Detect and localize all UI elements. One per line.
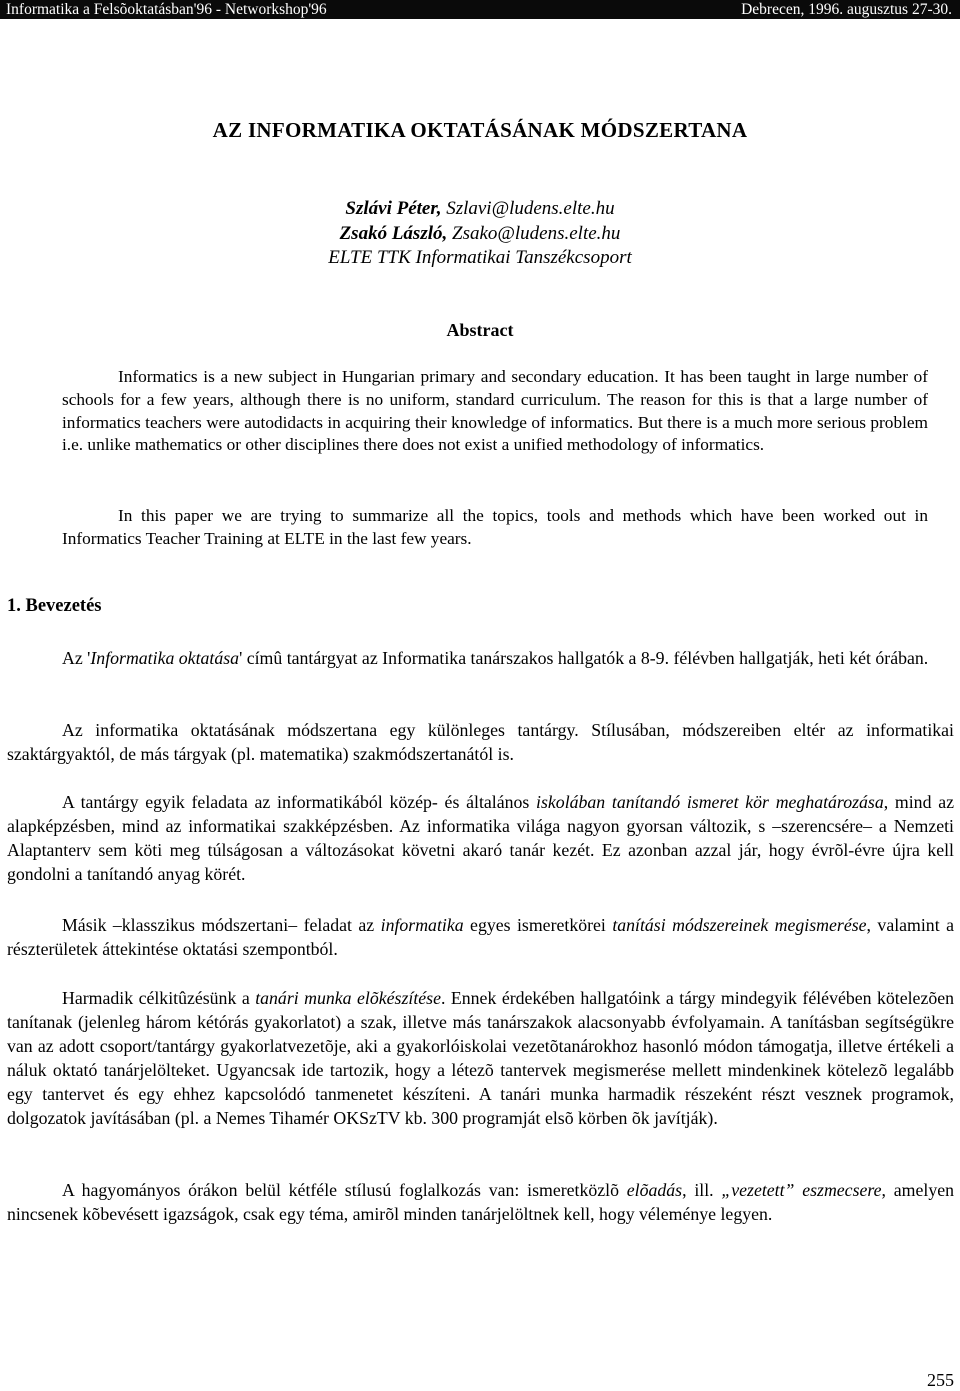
text-run: , mind az alapképzésben, mind az informatikai szakképzésben. Az informatika világa nagyon gyorsan változik, s –szerencsére– a Nemzeti Alaptanterv sem köti meg túlságosan a változásokat követni akaró tanár kezét. Ez azonban azzal jár, hogy évrõl-évre újra kell gondolni a tanítandó anyag körét. bbox=[7, 792, 954, 884]
text-run: . Ennek érdekében hallgatóink a tárgy mindegyik félévében kötelezõen tanítanak (jelenleg három kétórás gyakorlatot) a szak, illetve más tanárszakok alacsonyabb évfolyamain. A tanításban segítségükre van az adott csoport/tantárgy gyakorlatvezetõje, aki a gyakorlóiskolai vezetõtanárokhoz hasonló módon támogatja, illetve értékeli a náluk oktató tanárjelölteket. Ugyancsak ide tartozik, hogy a létezõ tantervek megismerése mellett mindenkinek kötelezõ legalább egy tantervet és egy ehhez kapcsolódó tanmenetet készíteni. A tanári munka harmadik részeként részt vesznek programok, dolgozatok javításában (pl. a Nemes Tihamér OKSzTV kb. 300 programját elsõ körben õk javítják). bbox=[7, 988, 955, 1128]
page-number: 255 bbox=[927, 1370, 954, 1390]
author-1-name: Szlávi Péter, bbox=[345, 198, 442, 219]
text-run: A hagyományos órákon belül kétféle stílusú foglalkozás van: ismeretközlõ bbox=[62, 1180, 627, 1200]
author-1 bbox=[0, 197, 960, 222]
running-header bbox=[0, 0, 960, 19]
italic-run: elõadás bbox=[626, 1180, 683, 1200]
text-run: A tantárgy egyik feladata az informatikából közép- és általános bbox=[62, 792, 537, 812]
text-run: , amelyen nincsenek kõbevésett igazságok, csak egy téma, amirõl minden tanárjelöltnek kell, hogy véleménye legyen. bbox=[7, 1180, 954, 1224]
author-2 bbox=[0, 222, 960, 247]
author-2-email: Zsako@ludens.elte.hu bbox=[447, 222, 621, 244]
text-run: Az informatika oktatásának módszertana egy különleges tantárgy. Stílusában, módszereiben eltér az informatikai szaktárgyaktól, de más tárgyak (pl. matematika) szakmódszertanától is. bbox=[7, 720, 954, 764]
body-paragraph-6 bbox=[7, 1178, 954, 1226]
abstract-paragraph-2 bbox=[62, 505, 928, 551]
italic-run: „vezetett” eszmecsere bbox=[721, 1180, 882, 1200]
author-block bbox=[0, 197, 960, 271]
affiliation: ELTE TTK Informatikai Tanszékcsoport bbox=[328, 247, 632, 268]
body-paragraph-3 bbox=[7, 790, 954, 886]
abstract-paragraph-1 bbox=[62, 366, 928, 457]
body-paragraph-4 bbox=[7, 913, 954, 961]
body-paragraph-2 bbox=[7, 718, 954, 766]
abstract-text-2: In this paper we are trying to summarize all the topics, tools and methods which have been worked out in Informatics Teacher Training at ELTE in the last few years. bbox=[62, 506, 928, 548]
header-place-date: Debrecen, 1996. augusztus 27-30. bbox=[741, 1, 952, 18]
italic-run: informatika bbox=[380, 915, 464, 935]
text-run: Másik –klasszikus módszertani– feladat az bbox=[62, 915, 381, 935]
italic-run: tanári munka elõkészítése bbox=[255, 988, 441, 1008]
author-2-name: Zsakó László, bbox=[339, 222, 448, 244]
text-run: , valamint a részterületek áttekintése oktatási szempontból. bbox=[7, 915, 954, 959]
section-heading: 1. Bevezetés bbox=[7, 596, 102, 616]
author-1-email: Szlavi@ludens.elte.hu bbox=[441, 198, 615, 219]
header-conference: Informatika a Felsõoktatásban'96 - Networkshop'96 bbox=[6, 1, 327, 18]
abstract-text-1: Informatics is a new subject in Hungarian primary and secondary education. It has been taught in large number of schools for a few years, although there is no uniform, standard curriculum. The reason for this is that a large number of informatics teachers were autodidacts in acquiring their knowledge of informatics. But there is a much more serious problem i.e. unlike mathematics or other disciplines there does not exist a unified methodology of informatics. bbox=[62, 367, 928, 455]
text-run: , ill. bbox=[682, 1180, 722, 1200]
paper-title: AZ INFORMATIKA OKTATÁSÁNAK MÓDSZERTANA bbox=[212, 118, 748, 142]
abstract-heading: Abstract bbox=[446, 320, 514, 340]
italic-run: Informatika oktatása bbox=[90, 648, 240, 668]
italic-run: tanítási módszereinek megismerése bbox=[612, 915, 867, 935]
italic-run: iskolában tanítandó ismeret kör meghatározása bbox=[536, 792, 884, 812]
text-run: egyes ismeretkörei bbox=[463, 915, 613, 935]
body-paragraph-5 bbox=[7, 986, 954, 1130]
body-paragraph-1 bbox=[7, 646, 954, 670]
text-run: Az ' bbox=[62, 648, 91, 668]
text-run: ' címû tantárgyat az Informatika tanárszakos hallgatók a 8-9. félévben hallgatják, heti két órában. bbox=[239, 648, 929, 668]
text-run: Harmadik célkitûzésünk a bbox=[62, 988, 256, 1008]
